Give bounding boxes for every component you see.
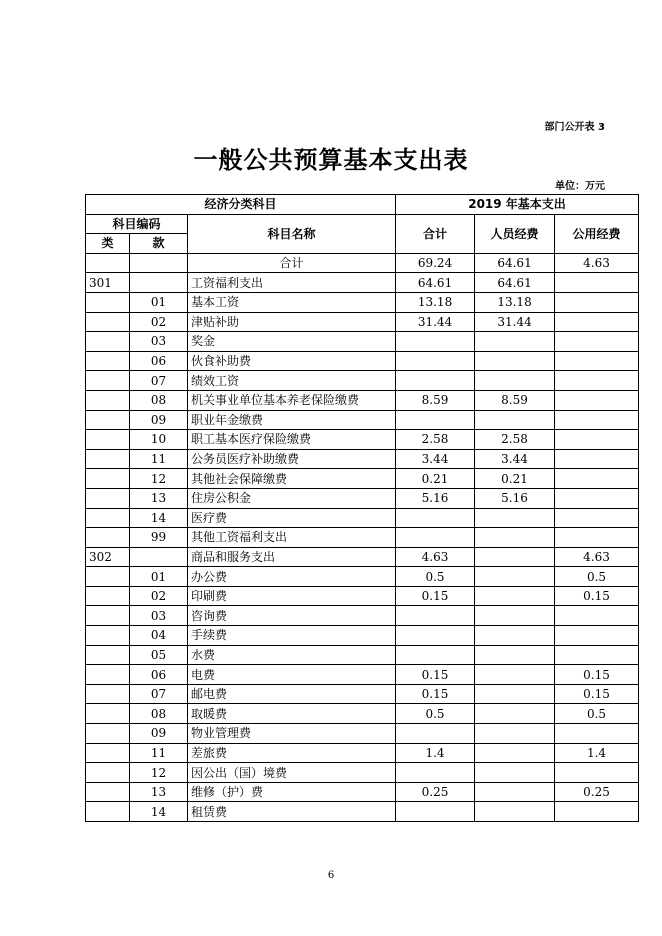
cell-name: 因公出（国）境费 — [188, 763, 396, 783]
cell-total: 0.21 — [396, 469, 475, 489]
cell-personnel — [475, 782, 555, 802]
cell-lei — [86, 410, 130, 430]
cell-name: 医疗费 — [188, 508, 396, 528]
cell-lei — [86, 351, 130, 371]
document-label: 部门公开表 3 — [544, 122, 605, 133]
cell-public — [555, 724, 639, 744]
table-row — [86, 371, 639, 391]
table-row — [86, 763, 639, 783]
cell-personnel — [475, 547, 555, 567]
cell-personnel — [475, 665, 555, 685]
cell-public: 0.15 — [555, 665, 639, 685]
cell-kuan: 03 — [130, 606, 188, 626]
cell-lei — [86, 665, 130, 685]
cell-public — [555, 410, 639, 430]
cell-total: 2.58 — [396, 430, 475, 450]
cell-personnel: 0.21 — [475, 469, 555, 489]
unit-label: 单位：万元 — [555, 181, 605, 192]
table-header-row — [86, 195, 639, 215]
page-title: 一般公共预算基本支出表 — [193, 146, 469, 174]
cell-name: 维修（护）费 — [188, 782, 396, 802]
cell-personnel — [475, 586, 555, 606]
cell-public — [555, 488, 639, 508]
cell-lei — [86, 312, 130, 332]
cell-personnel — [475, 645, 555, 665]
cell-personnel — [475, 802, 555, 822]
table-row — [86, 410, 639, 430]
table-row — [86, 606, 639, 626]
cell-public — [555, 351, 639, 371]
cell-name: 取暖费 — [188, 704, 396, 724]
cell-kuan: 14 — [130, 802, 188, 822]
cell-name: 其他工资福利支出 — [188, 528, 396, 548]
cell-lei — [86, 488, 130, 508]
cell-total — [396, 645, 475, 665]
cell-personnel: 64.61 — [475, 253, 555, 273]
cell-personnel: 3.44 — [475, 449, 555, 469]
cell-kuan: 06 — [130, 665, 188, 685]
cell-personnel — [475, 528, 555, 548]
table-row — [86, 528, 639, 548]
cell-total — [396, 802, 475, 822]
cell-name: 公务员医疗补助缴费 — [188, 449, 396, 469]
cell-name: 物业管理费 — [188, 724, 396, 744]
cell-kuan: 02 — [130, 312, 188, 332]
cell-lei — [86, 626, 130, 646]
header-public: 公用经费 — [555, 214, 639, 253]
cell-lei — [86, 782, 130, 802]
cell-kuan: 12 — [130, 469, 188, 489]
cell-personnel — [475, 351, 555, 371]
cell-lei — [86, 469, 130, 489]
cell-kuan — [130, 253, 188, 273]
cell-name: 手续费 — [188, 626, 396, 646]
cell-total: 0.15 — [396, 684, 475, 704]
page-number: 6 — [327, 870, 335, 881]
cell-public — [555, 645, 639, 665]
cell-kuan: 11 — [130, 743, 188, 763]
table-row — [86, 684, 639, 704]
cell-name: 工资福利支出 — [188, 273, 396, 293]
cell-total: 0.5 — [396, 704, 475, 724]
cell-total — [396, 332, 475, 352]
cell-lei — [86, 528, 130, 548]
table-row — [86, 802, 639, 822]
header-total: 合计 — [396, 214, 475, 253]
cell-lei — [86, 567, 130, 587]
header-subject-code: 科目编码 — [86, 214, 188, 234]
cell-name: 水费 — [188, 645, 396, 665]
cell-total — [396, 351, 475, 371]
cell-kuan: 13 — [130, 488, 188, 508]
cell-public: 0.5 — [555, 567, 639, 587]
cell-public — [555, 626, 639, 646]
cell-public: 0.25 — [555, 782, 639, 802]
cell-lei — [86, 390, 130, 410]
cell-kuan: 03 — [130, 332, 188, 352]
cell-lei — [86, 508, 130, 528]
cell-name: 基本工资 — [188, 292, 396, 312]
cell-personnel — [475, 763, 555, 783]
cell-total — [396, 626, 475, 646]
cell-total: 64.61 — [396, 273, 475, 293]
cell-name: 绩效工资 — [188, 371, 396, 391]
cell-public: 0.15 — [555, 586, 639, 606]
table-row — [86, 273, 639, 293]
cell-name: 机关事业单位基本养老保险缴费 — [188, 390, 396, 410]
cell-lei — [86, 645, 130, 665]
cell-kuan: 01 — [130, 567, 188, 587]
cell-public — [555, 802, 639, 822]
cell-kuan: 08 — [130, 390, 188, 410]
cell-lei — [86, 430, 130, 450]
table-row — [86, 665, 639, 685]
cell-total: 69.24 — [396, 253, 475, 273]
cell-personnel — [475, 606, 555, 626]
cell-kuan: 01 — [130, 292, 188, 312]
cell-personnel — [475, 508, 555, 528]
cell-lei — [86, 371, 130, 391]
cell-lei — [86, 292, 130, 312]
cell-kuan: 11 — [130, 449, 188, 469]
cell-public — [555, 430, 639, 450]
cell-kuan: 99 — [130, 528, 188, 548]
cell-kuan: 08 — [130, 704, 188, 724]
cell-kuan: 02 — [130, 586, 188, 606]
cell-kuan — [130, 547, 188, 567]
table-row — [86, 332, 639, 352]
cell-total: 13.18 — [396, 292, 475, 312]
cell-personnel — [475, 704, 555, 724]
cell-lei — [86, 802, 130, 822]
cell-personnel — [475, 684, 555, 704]
cell-total: 5.16 — [396, 488, 475, 508]
cell-name: 合计 — [188, 253, 396, 273]
cell-lei: 301 — [86, 273, 130, 293]
cell-personnel — [475, 410, 555, 430]
cell-personnel: 8.59 — [475, 390, 555, 410]
table-row — [86, 586, 639, 606]
cell-name: 职业年金缴费 — [188, 410, 396, 430]
cell-personnel: 64.61 — [475, 273, 555, 293]
cell-name: 津贴补助 — [188, 312, 396, 332]
cell-name: 伙食补助费 — [188, 351, 396, 371]
table-row — [86, 390, 639, 410]
cell-total — [396, 528, 475, 548]
cell-name: 印刷费 — [188, 586, 396, 606]
cell-total: 0.25 — [396, 782, 475, 802]
cell-total: 1.4 — [396, 743, 475, 763]
cell-total — [396, 606, 475, 626]
header-lei: 类 — [86, 234, 130, 254]
cell-name: 租赁费 — [188, 802, 396, 822]
header-kuan: 款 — [130, 234, 188, 254]
table-row — [86, 724, 639, 744]
cell-personnel: 13.18 — [475, 292, 555, 312]
cell-kuan: 10 — [130, 430, 188, 450]
table-row — [86, 645, 639, 665]
table-row — [86, 312, 639, 332]
table-row — [86, 430, 639, 450]
cell-lei: 302 — [86, 547, 130, 567]
table-row — [86, 547, 639, 567]
cell-lei — [86, 743, 130, 763]
cell-total: 31.44 — [396, 312, 475, 332]
cell-total — [396, 410, 475, 430]
cell-kuan: 13 — [130, 782, 188, 802]
cell-personnel — [475, 626, 555, 646]
cell-public — [555, 508, 639, 528]
cell-total: 4.63 — [396, 547, 475, 567]
cell-name: 邮电费 — [188, 684, 396, 704]
table-row — [86, 743, 639, 763]
cell-public — [555, 312, 639, 332]
budget-table — [85, 194, 639, 822]
cell-public — [555, 292, 639, 312]
cell-public: 0.5 — [555, 704, 639, 724]
cell-lei — [86, 332, 130, 352]
cell-kuan: 14 — [130, 508, 188, 528]
cell-public — [555, 332, 639, 352]
cell-public — [555, 528, 639, 548]
cell-public — [555, 449, 639, 469]
cell-kuan: 05 — [130, 645, 188, 665]
cell-personnel — [475, 332, 555, 352]
cell-personnel — [475, 371, 555, 391]
cell-public — [555, 763, 639, 783]
table-row — [86, 253, 639, 273]
table-row — [86, 704, 639, 724]
cell-total — [396, 508, 475, 528]
cell-public — [555, 390, 639, 410]
cell-kuan: 12 — [130, 763, 188, 783]
cell-public: 0.15 — [555, 684, 639, 704]
cell-personnel: 5.16 — [475, 488, 555, 508]
cell-personnel — [475, 724, 555, 744]
table-row — [86, 567, 639, 587]
cell-public: 4.63 — [555, 253, 639, 273]
cell-total — [396, 371, 475, 391]
cell-public: 1.4 — [555, 743, 639, 763]
cell-name: 奖金 — [188, 332, 396, 352]
table-row — [86, 782, 639, 802]
cell-kuan: 06 — [130, 351, 188, 371]
table-row — [86, 469, 639, 489]
header-year-expenditure: 2019 年基本支出 — [396, 195, 639, 215]
cell-public — [555, 273, 639, 293]
cell-name: 职工基本医疗保险缴费 — [188, 430, 396, 450]
cell-public: 4.63 — [555, 547, 639, 567]
cell-public — [555, 606, 639, 626]
cell-name: 办公费 — [188, 567, 396, 587]
cell-lei — [86, 449, 130, 469]
cell-name: 咨询费 — [188, 606, 396, 626]
cell-name: 其他社会保障缴费 — [188, 469, 396, 489]
header-econ-class: 经济分类科目 — [86, 195, 396, 215]
cell-personnel: 31.44 — [475, 312, 555, 332]
table-row — [86, 449, 639, 469]
cell-total: 8.59 — [396, 390, 475, 410]
cell-personnel — [475, 743, 555, 763]
cell-kuan — [130, 273, 188, 293]
table-header-row — [86, 214, 639, 234]
cell-total: 0.5 — [396, 567, 475, 587]
cell-lei — [86, 763, 130, 783]
table-row — [86, 488, 639, 508]
header-subject-name: 科目名称 — [188, 214, 396, 253]
cell-lei — [86, 253, 130, 273]
cell-name: 商品和服务支出 — [188, 547, 396, 567]
cell-lei — [86, 684, 130, 704]
table-row — [86, 351, 639, 371]
cell-lei — [86, 606, 130, 626]
cell-lei — [86, 724, 130, 744]
cell-name: 差旅费 — [188, 743, 396, 763]
cell-personnel: 2.58 — [475, 430, 555, 450]
cell-total: 0.15 — [396, 586, 475, 606]
table-row — [86, 508, 639, 528]
table-row — [86, 626, 639, 646]
cell-public — [555, 371, 639, 391]
cell-personnel — [475, 567, 555, 587]
cell-kuan: 09 — [130, 410, 188, 430]
cell-name: 住房公积金 — [188, 488, 396, 508]
cell-total — [396, 763, 475, 783]
cell-kuan: 09 — [130, 724, 188, 744]
cell-public — [555, 469, 639, 489]
header-personnel: 人员经费 — [475, 214, 555, 253]
cell-total — [396, 724, 475, 744]
cell-total: 3.44 — [396, 449, 475, 469]
table-row — [86, 292, 639, 312]
cell-name: 电费 — [188, 665, 396, 685]
cell-kuan: 07 — [130, 684, 188, 704]
cell-lei — [86, 586, 130, 606]
cell-total: 0.15 — [396, 665, 475, 685]
cell-lei — [86, 704, 130, 724]
cell-kuan: 04 — [130, 626, 188, 646]
cell-kuan: 07 — [130, 371, 188, 391]
